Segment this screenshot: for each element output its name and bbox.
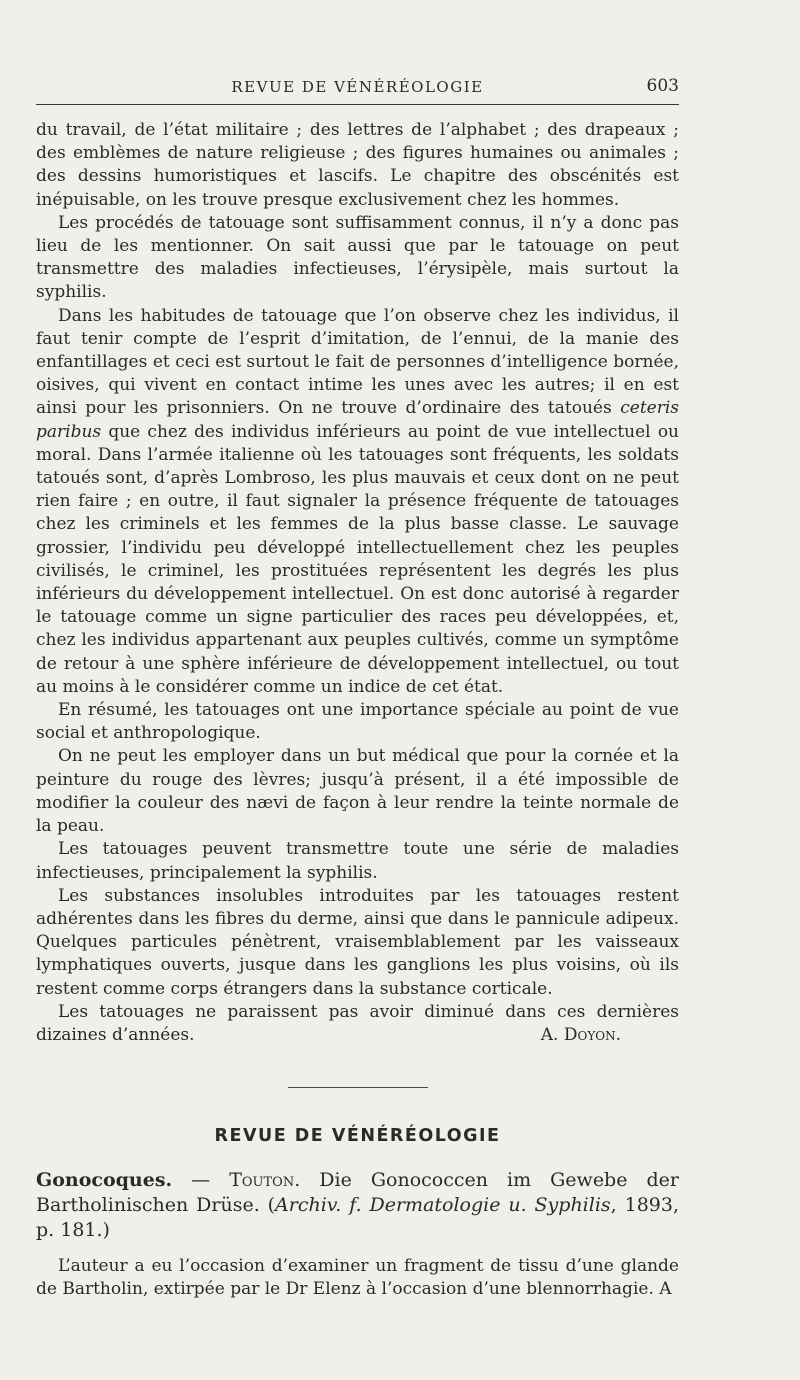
running-title: REVUE DE VÉNÉRÉOLOGIE xyxy=(231,78,484,96)
article-dash: — xyxy=(172,1169,230,1192)
section-divider xyxy=(288,1087,428,1088)
article-topic: Gonocoques. xyxy=(36,1169,173,1192)
paragraph-8-end: dizaines d’années. xyxy=(36,1024,195,1045)
paragraph-3 xyxy=(36,305,679,699)
paragraph-3-italic: ceteris paribus xyxy=(36,398,679,442)
paragraph-5: On ne peut les employer dans un but médical que pour la cornée et la peinture du rouge des lèvres; jusqu’à présent, il a été impossible de modifier la couleur des nævi de façon à leur rendre la teinte normale de la peau. xyxy=(36,746,679,837)
section-title: REVUE DE VÉNÉRÉOLOGIE xyxy=(214,1126,501,1147)
paragraph-6: Les tatouages peuvent transmettre toute une série de maladies infectieuses, principalement la syphilis. xyxy=(36,839,679,883)
paragraph-8: Les tatouages ne paraissent pas avoir diminué dans ces dernières xyxy=(58,1001,679,1022)
paragraph-4: En résumé, les tatouages ont une importance spéciale au point de vue social et anthropologique. xyxy=(36,700,679,744)
paragraph-7: Les substances insolubles introduites par les tatouages restent adhérentes dans les fibres du derme, ainsi que dans le pannicule adipeux. Quelques particules pénètrent, vraisemblablement par les vaisseaux lymphatiques ouverts, jusque dans les ganglions les plus voisins, où ils restent comme corps étrangers dans la substance corticale. xyxy=(36,885,679,999)
page-number: 603 xyxy=(646,76,679,96)
paragraph-1: du travail, de l’état militaire ; des lettres de l’alphabet ; des drapeaux ; des emblèmes de nature religieuse ; des figures humaines ou animales ; des dessins humoristiques et lascifs. Le chapitre des obscénités est inépuisable, on les trouve presque exclusivement chez les hommes. xyxy=(36,120,679,210)
paragraph-2: Les procédés de tatouage sont suffisamment connus, il n’y a donc pas lieu de les mentionner. On sait aussi que par le tatouage on peut transmettre des maladies infectieuses, l’érysipèle, mais surtout la syphilis. xyxy=(36,212,679,303)
article-text: L’auteur a eu l’occasion d’examiner un fragment de tissu d’une glande de Bartholin, extirpée par le Dr Elenz à l’occasion d’une blennorrhagie. A xyxy=(36,1256,679,1300)
article-title: . Die Gonococcen im Gewebe der Bartholinischen Drüse. ( xyxy=(36,1169,679,1217)
article-journal: Archiv. f. Dermatologie u. Syphilis xyxy=(275,1194,611,1217)
paragraph-3-text-a: Dans les habitudes de tatouage que l’on observe chez les individus, il faut tenir compte de l’esprit d’imitation, de l’ennui, de la manie des enfantillages et ceci est surtout le fait de personnes d’intelligence bornée, oisives, qui vivent en contact intime les unes avec les autres; il en est ainsi pour les prisonniers. On ne trouve d’ordinaire des tatoués xyxy=(36,305,679,419)
signature-line xyxy=(36,1024,679,1047)
article-heading xyxy=(36,1168,679,1243)
author-signature: A. Doyon. xyxy=(540,1024,621,1045)
article-author: Touton xyxy=(229,1169,295,1192)
article-reference: , 1893, p. 181.) xyxy=(36,1194,679,1242)
paragraph-3-text-b: que chez des individus inférieurs au point de vue intellectuel ou moral. Dans l’armée italienne où les tatouages sont fréquents, les soldats tatoués sont, d’après Lombroso, les plus mauvais et ceux dont on ne peut rien faire ; en outre, il faut signaler la présence fréquente de tatouages chez les criminels et les femmes de la plus basse classe. Le sauvage grossier, l’individu peu développé intellectuellement chez les peuples civilisés, le criminel, les prostituées représentent les degrés les plus inférieurs du développement intellectuel. On est donc autorisé à regarder le tatouage comme un signe particulier des races peu développées, et, chez les individus appartenant aux peuples cultivés, comme un symptôme de retour à une sphère inférieure de développement intellectuel, ou tout au moins à le considérer comme un indice de cet état. xyxy=(36,421,679,697)
journal-page xyxy=(36,74,679,1302)
running-header xyxy=(36,74,679,105)
